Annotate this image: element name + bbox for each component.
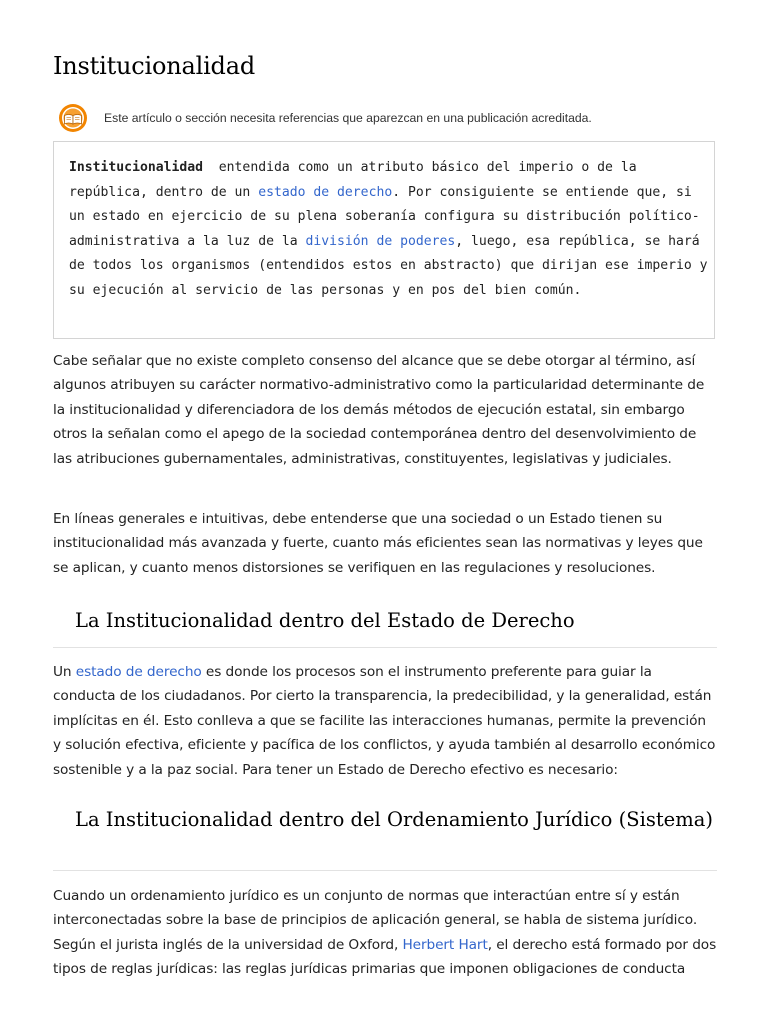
paragraph-text-part: , el derecho está formado por dos tipos de reglas jurídicas: las reglas jurídicas primarias que imponen obligaciones de conducta [53, 936, 717, 978]
references-notice [58, 103, 718, 135]
paragraph-ordenamiento-juridico [53, 884, 717, 982]
estado-de-derecho-link[interactable]: estado de derecho [258, 184, 393, 200]
definition-text-part: , luego, esa república, se hará de todos los organismos (entendidos estos en abstracto) que dirijan ese imperio y su ejecución al servicio de las personas y en pos del bien común. [69, 233, 708, 298]
page-title: Institucionalidad [53, 52, 255, 80]
paragraph-text-part: Un [53, 664, 76, 680]
definition-box [53, 141, 715, 339]
herbert-hart-link[interactable]: Herbert Hart [402, 936, 488, 953]
paragraph-estado-de-derecho [53, 660, 717, 782]
paragraph-text-part: es donde los procesos son el instrumento preferente para guiar la conducta de los ciudadanos. Por cierto la transparencia, la predecibilidad, y la generalidad, están implícitas en él. Esto conlleva a que se facilite las interacciones humanas, permite la prevención y solución efectiva, eficiente y pacífica de los conflictos, y ayuda también al desarrollo económico sostenible y a la paz social. Para tener un Estado de Derecho efectivo es necesario: [53, 664, 716, 778]
section-divider [53, 647, 717, 648]
definition-text [69, 156, 709, 303]
paragraph-text-part: Cuando un ordenamiento jurídico es un conjunto de normas que interactúan entre sí y están interconectadas sobre la base de principios de aplicación general, se habla de sistema jurídico. Según el jurista inglés de la universidad de Oxford, [53, 888, 698, 953]
section-heading-ordenamiento-juridico: La Institucionalidad dentro del Ordenamiento Jurídico (Sistema) [75, 808, 713, 831]
paragraph-consensus: Cabe señalar que no existe completo consenso del alcance que se debe otorgar al término, así algunos atribuyen su carácter normativo-administrativo como la particularidad determinante de la institucionalidad y diferenciadora de los demás métodos de ejecución estatal, sin embargo otros la señalan como el apego de la sociedad contemporánea dentro del desenvolvimiento de las atribuciones gubernamentales, administrativas, constituyentes, legislativas y judiciales. [53, 353, 705, 467]
definition-term: Institucionalidad [69, 160, 204, 175]
paragraph-general-lines: En líneas generales e intuitivas, debe entenderse que una sociedad o un Estado tienen su institucionalidad más avanzada y fuerte, cuanto más eficientes sean las normativas y leyes que se aplican, y cuanto menos distorsiones se verifiquen en las regulaciones y resoluciones. [53, 511, 703, 576]
division-de-poderes-link[interactable]: división de poderes [305, 233, 456, 249]
section-divider [53, 870, 717, 871]
notice-text: Este artículo o sección necesita referencias que aparezcan en una publicación acreditada. [104, 111, 592, 125]
definition-text-part: entendida como un atributo básico del imperio o de la república, dentro de un [69, 160, 645, 200]
estado-de-derecho-link[interactable]: estado de derecho [75, 664, 202, 680]
book-icon [58, 103, 88, 133]
definition-text-part: . Por consiguiente se entiende que, si un estado en ejercicio de su plena soberanía configura su distribución político-administrativa a la luz de la [69, 184, 700, 249]
section-heading-estado-de-derecho: La Institucionalidad dentro del Estado de Derecho [75, 609, 575, 632]
